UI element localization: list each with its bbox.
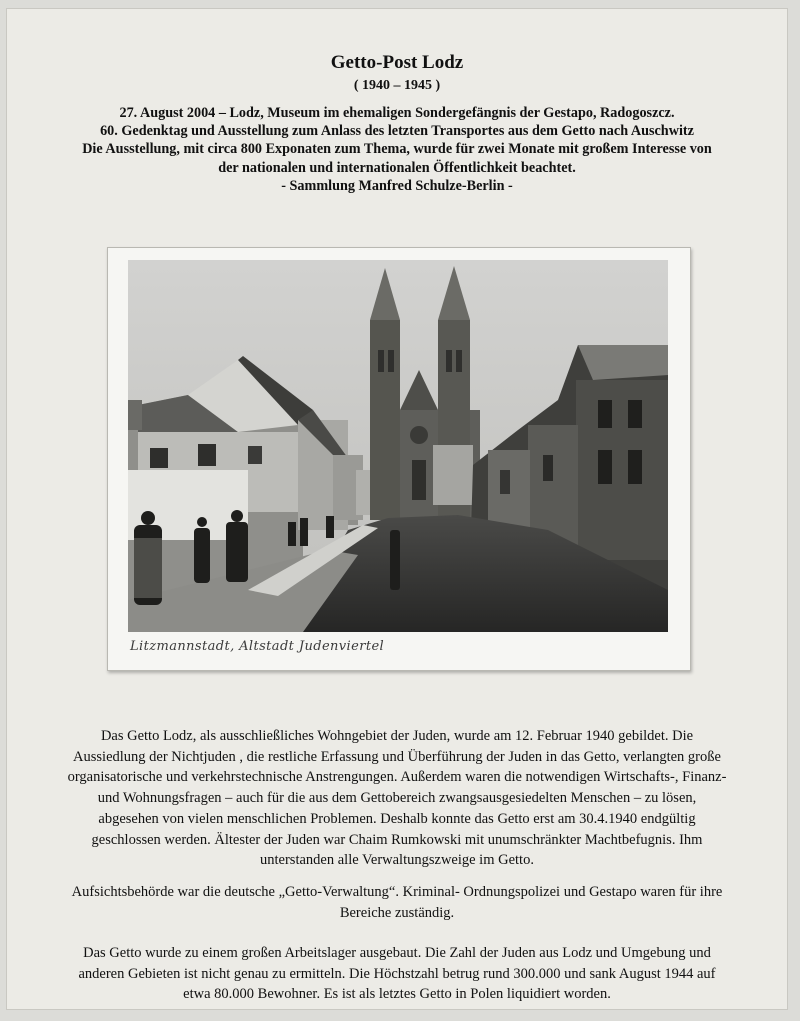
paragraph-line: Das Getto Lodz, als ausschließliches Wohngebiet der Juden, wurde am 12. Februar 1940 gebildet. Die: [100, 728, 694, 744]
paragraph-line: anderen Gebieten ist nicht genau zu ermitteln. Die Höchstzahl betrug rund 300.000 und sank August 1944 auf: [78, 965, 716, 982]
intro-line: der nationalen und internationalen Öffentlichkeit beachtet.: [218, 159, 576, 176]
intro-line: 60. Gedenktag und Ausstellung zum Anlass des letzten Transportes aus dem Getto nach Auschwitz: [100, 123, 694, 140]
paragraph-line: etwa 80.000 Bewohner. Es ist als letztes Getto in Polen liquidiert worden.: [183, 986, 611, 1003]
paragraph-line: geschlossen werden. Ältester der Juden war Chaim Rumkowski mit unumschränkter Machtbefugnis. Ihm: [91, 831, 703, 848]
postcard-caption: Litzmannstadt, Altstadt Judenviertel: [130, 639, 385, 654]
intro-line: - Sammlung Manfred Schulze-Berlin -: [281, 177, 513, 194]
paragraph-line: Aufsichtsbehörde war die deutsche „Getto-Verwaltung“. Kriminal- Ordnungspolizei und Gestapo waren für ihre: [71, 884, 723, 900]
paragraph-line: Aussiedlung der Nichtjuden , die restliche Erfassung und Überführung der Juden in das Getto, verlangten große: [73, 748, 721, 765]
page-subtitle-years: ( 1940 – 1945 ): [353, 78, 441, 93]
street-church-photo: [128, 260, 668, 632]
intro-text: [14, 104, 780, 195]
album-page: [6, 8, 788, 1010]
body-paragraph: [16, 943, 778, 1005]
paragraph-line: Bereiche zuständig.: [339, 904, 455, 921]
historic-postcard: [107, 247, 691, 671]
page-title: Getto-Post Lodz: [330, 52, 464, 73]
body-paragraph: [16, 882, 778, 923]
paragraph-line: unterstanden alle Verwaltungszweige im Getto.: [260, 852, 534, 869]
intro-line: Die Ausstellung, mit circa 800 Exponaten zum Thema, wurde für zwei Monate mit großem Interesse von: [82, 141, 712, 158]
intro-line: 27. August 2004 – Lodz, Museum im ehemaligen Sondergefängnis der Gestapo, Radogoszcz.: [119, 105, 675, 121]
paragraph-line: organisatorische und verkehrstechnische Anstrengungen. Außerdem waren die notwendigen Wirtschafts-, Finanz-: [67, 769, 727, 786]
paragraph-line: und Wohnungsfragen – auch für die aus dem Gettobereich zwangsausgesiedelten Menschen – zu lösen,: [97, 790, 697, 807]
paragraph-line: Das Getto wurde zu einem großen Arbeitslager ausgebaut. Die Zahl der Juden aus Lodz und Umgebung und: [83, 945, 711, 961]
body-paragraph: [16, 726, 778, 871]
paragraph-line: abgesehen von vielen menschlichen Problemen. Deshalb konnte das Getto erst am 30.4.1940 endgültig: [98, 810, 696, 827]
